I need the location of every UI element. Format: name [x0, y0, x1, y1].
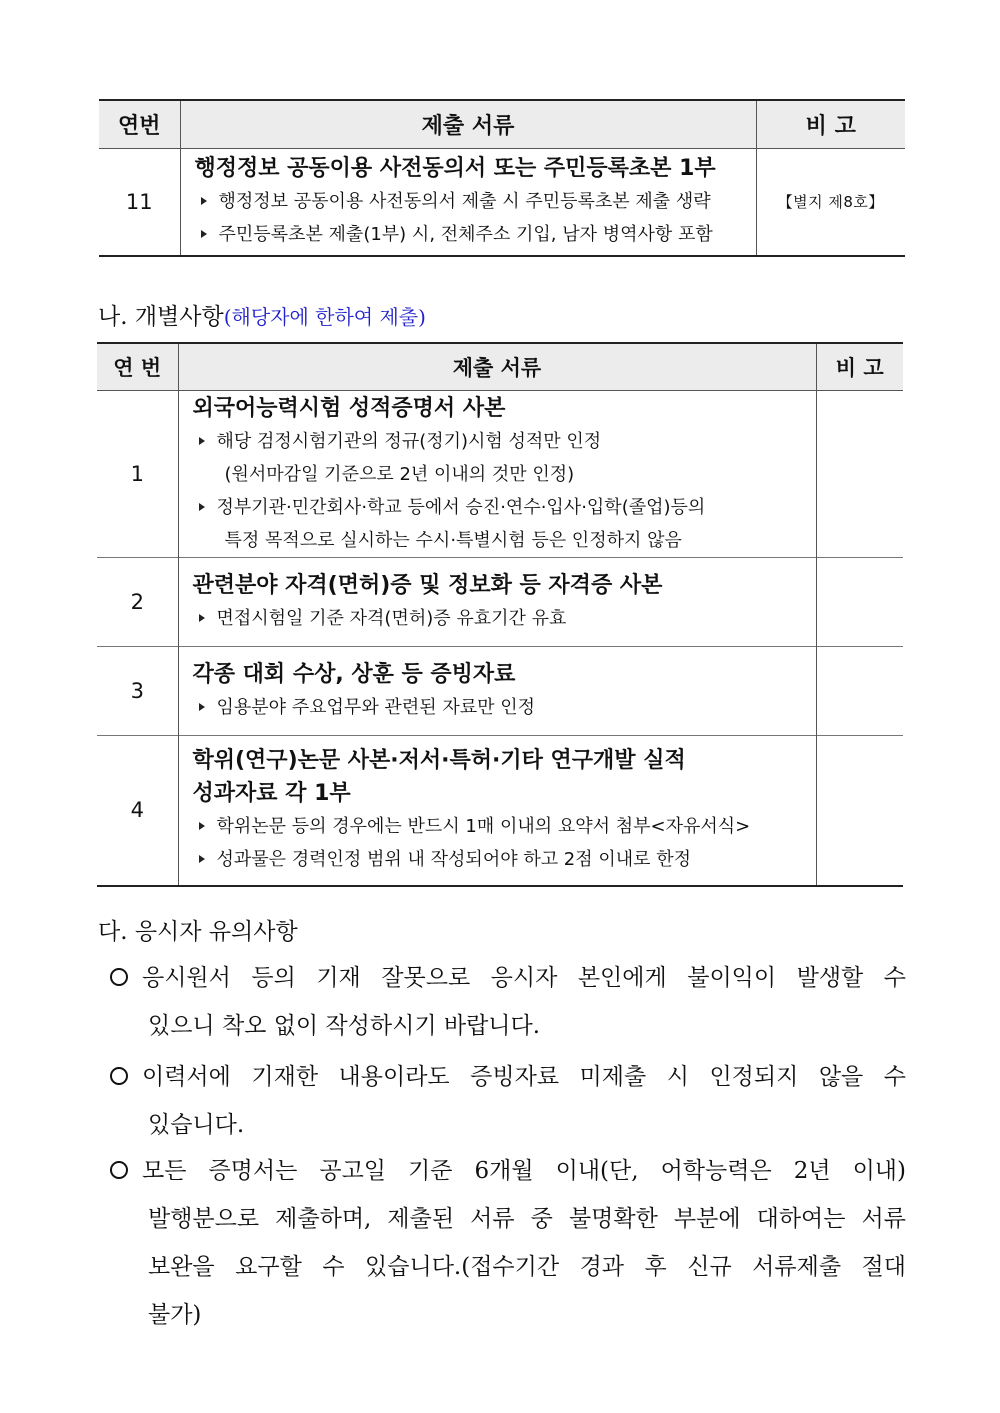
table-row [97, 647, 903, 736]
col-header-documents: 제출 서류 [178, 343, 816, 391]
section-heading-precautions: 다. 응시자 유의사항 [98, 919, 298, 945]
bullet-line: 정부기관·민간회사·학교 등에서 승진·연수·입사·입학(졸업)등의 [193, 491, 816, 524]
section-heading-individual: 나. 개별사항(해당자에 한하여 제출) [98, 304, 426, 330]
table-row [99, 149, 905, 256]
bullet-triangle-icon [201, 197, 207, 205]
document-title: 행정정보 공동이용 사전동의서 또는 주민등록초본 1부 [194, 156, 716, 182]
remarks-cell [816, 736, 903, 886]
circle-bullet-icon [110, 968, 128, 986]
individual-documents-table [97, 342, 903, 887]
bullet-line: 학위논문 등의 경우에는 반드시 1매 이내의 요약서 첨부<자유서식> [193, 810, 816, 843]
bullet-triangle-icon [199, 855, 205, 863]
remarks-cell [816, 391, 903, 558]
precaution-item: 이력서에 기재한 내용이라도 증빙자료 미제출 시 인정되지 않을 수 있습니다. [110, 1053, 906, 1149]
col-header-number: 연번 [99, 100, 180, 149]
remarks-cell [816, 647, 903, 736]
row-number: 4 [97, 736, 178, 886]
col-header-number: 연 번 [97, 343, 178, 391]
common-documents-table [99, 99, 905, 257]
circle-bullet-icon [110, 1161, 128, 1179]
circle-bullet-icon [110, 1067, 128, 1085]
document-cell [178, 736, 816, 886]
bullet-triangle-icon [199, 614, 205, 622]
bullet-triangle-icon [199, 437, 205, 445]
document-cell [178, 558, 816, 647]
table-row [97, 391, 903, 558]
document-title: 각종 대회 수상, 상훈 등 증빙자료 [192, 662, 516, 687]
row-number: 1 [130, 462, 144, 486]
row-number: 3 [97, 647, 178, 736]
bullet-line: 행정정보 공동이용 사전동의서 제출 시 주민등록초본 제출 생략 [195, 185, 756, 218]
precaution-item: 모든 증명서는 공고일 기준 6개월 이내(단, 어학능력은 2년 이내) 발행분으로 제출하며, 제출된 서류 중 불명확한 부분에 대하여는 서류 보완을 요구할 수 있습니다.(접수기간 경과 후 신규 서류제출 절대 불가) [110, 1147, 906, 1339]
row-number: 2 [97, 558, 178, 647]
col-header-documents: 제출 서류 [180, 100, 756, 149]
bullet-continuation: 특정 목적으로 실시하는 수시·특별시험 등은 인정하지 않음 [224, 529, 682, 551]
precaution-item: 응시원서 등의 기재 잘못으로 응시자 본인에게 불이익이 발생할 수 있으니 착오 없이 작성하시기 바랍니다. [110, 954, 906, 1050]
bullet-triangle-icon [199, 503, 205, 511]
table-row [97, 558, 903, 647]
table-row [97, 736, 903, 886]
bullet-triangle-icon [201, 230, 207, 238]
table-header-row [97, 343, 903, 391]
bullet-line: 임용분야 주요업무와 관련된 자료만 인정 [193, 691, 816, 724]
section-note: (해당자에 한하여 제출) [223, 305, 426, 329]
col-header-remarks: 비 고 [816, 343, 903, 391]
col-header-remarks: 비 고 [756, 100, 905, 149]
document-cell [178, 647, 816, 736]
document-cell [178, 391, 816, 558]
bullet-line: 성과물은 경력인정 범위 내 작성되어야 하고 2점 이내로 한정 [193, 843, 816, 876]
bullet-triangle-icon [199, 703, 205, 711]
document-title: 외국어능력시험 성적증명서 사본 [192, 395, 506, 421]
table-header-row [99, 100, 905, 149]
bullet-triangle-icon [199, 822, 205, 830]
remarks-cell: 【별지 제8호】 [756, 149, 905, 256]
document-title: 관련분야 자격(면허)증 및 정보화 등 자격증 사본 [192, 573, 663, 598]
bullet-line: 주민등록초본 제출(1부) 시, 전체주소 기입, 남자 병역사항 포함 [195, 218, 756, 251]
document-title: 학위(연구)논문 사본·저서·특허·기타 연구개발 실적 [192, 748, 686, 774]
bullet-continuation: (원서마감일 기준으로 2년 이내의 것만 인정) [224, 463, 575, 485]
remarks-cell [816, 558, 903, 647]
document-title-continuation: 성과자료 각 1부 [192, 781, 351, 807]
document-cell [180, 149, 756, 256]
bullet-line: 해당 검정시험기관의 정규(정기)시험 성적만 인정 [193, 425, 816, 458]
bullet-line: 면접시험일 기준 자격(면허)증 유효기간 유효 [193, 602, 816, 635]
row-number: 11 [125, 189, 153, 214]
